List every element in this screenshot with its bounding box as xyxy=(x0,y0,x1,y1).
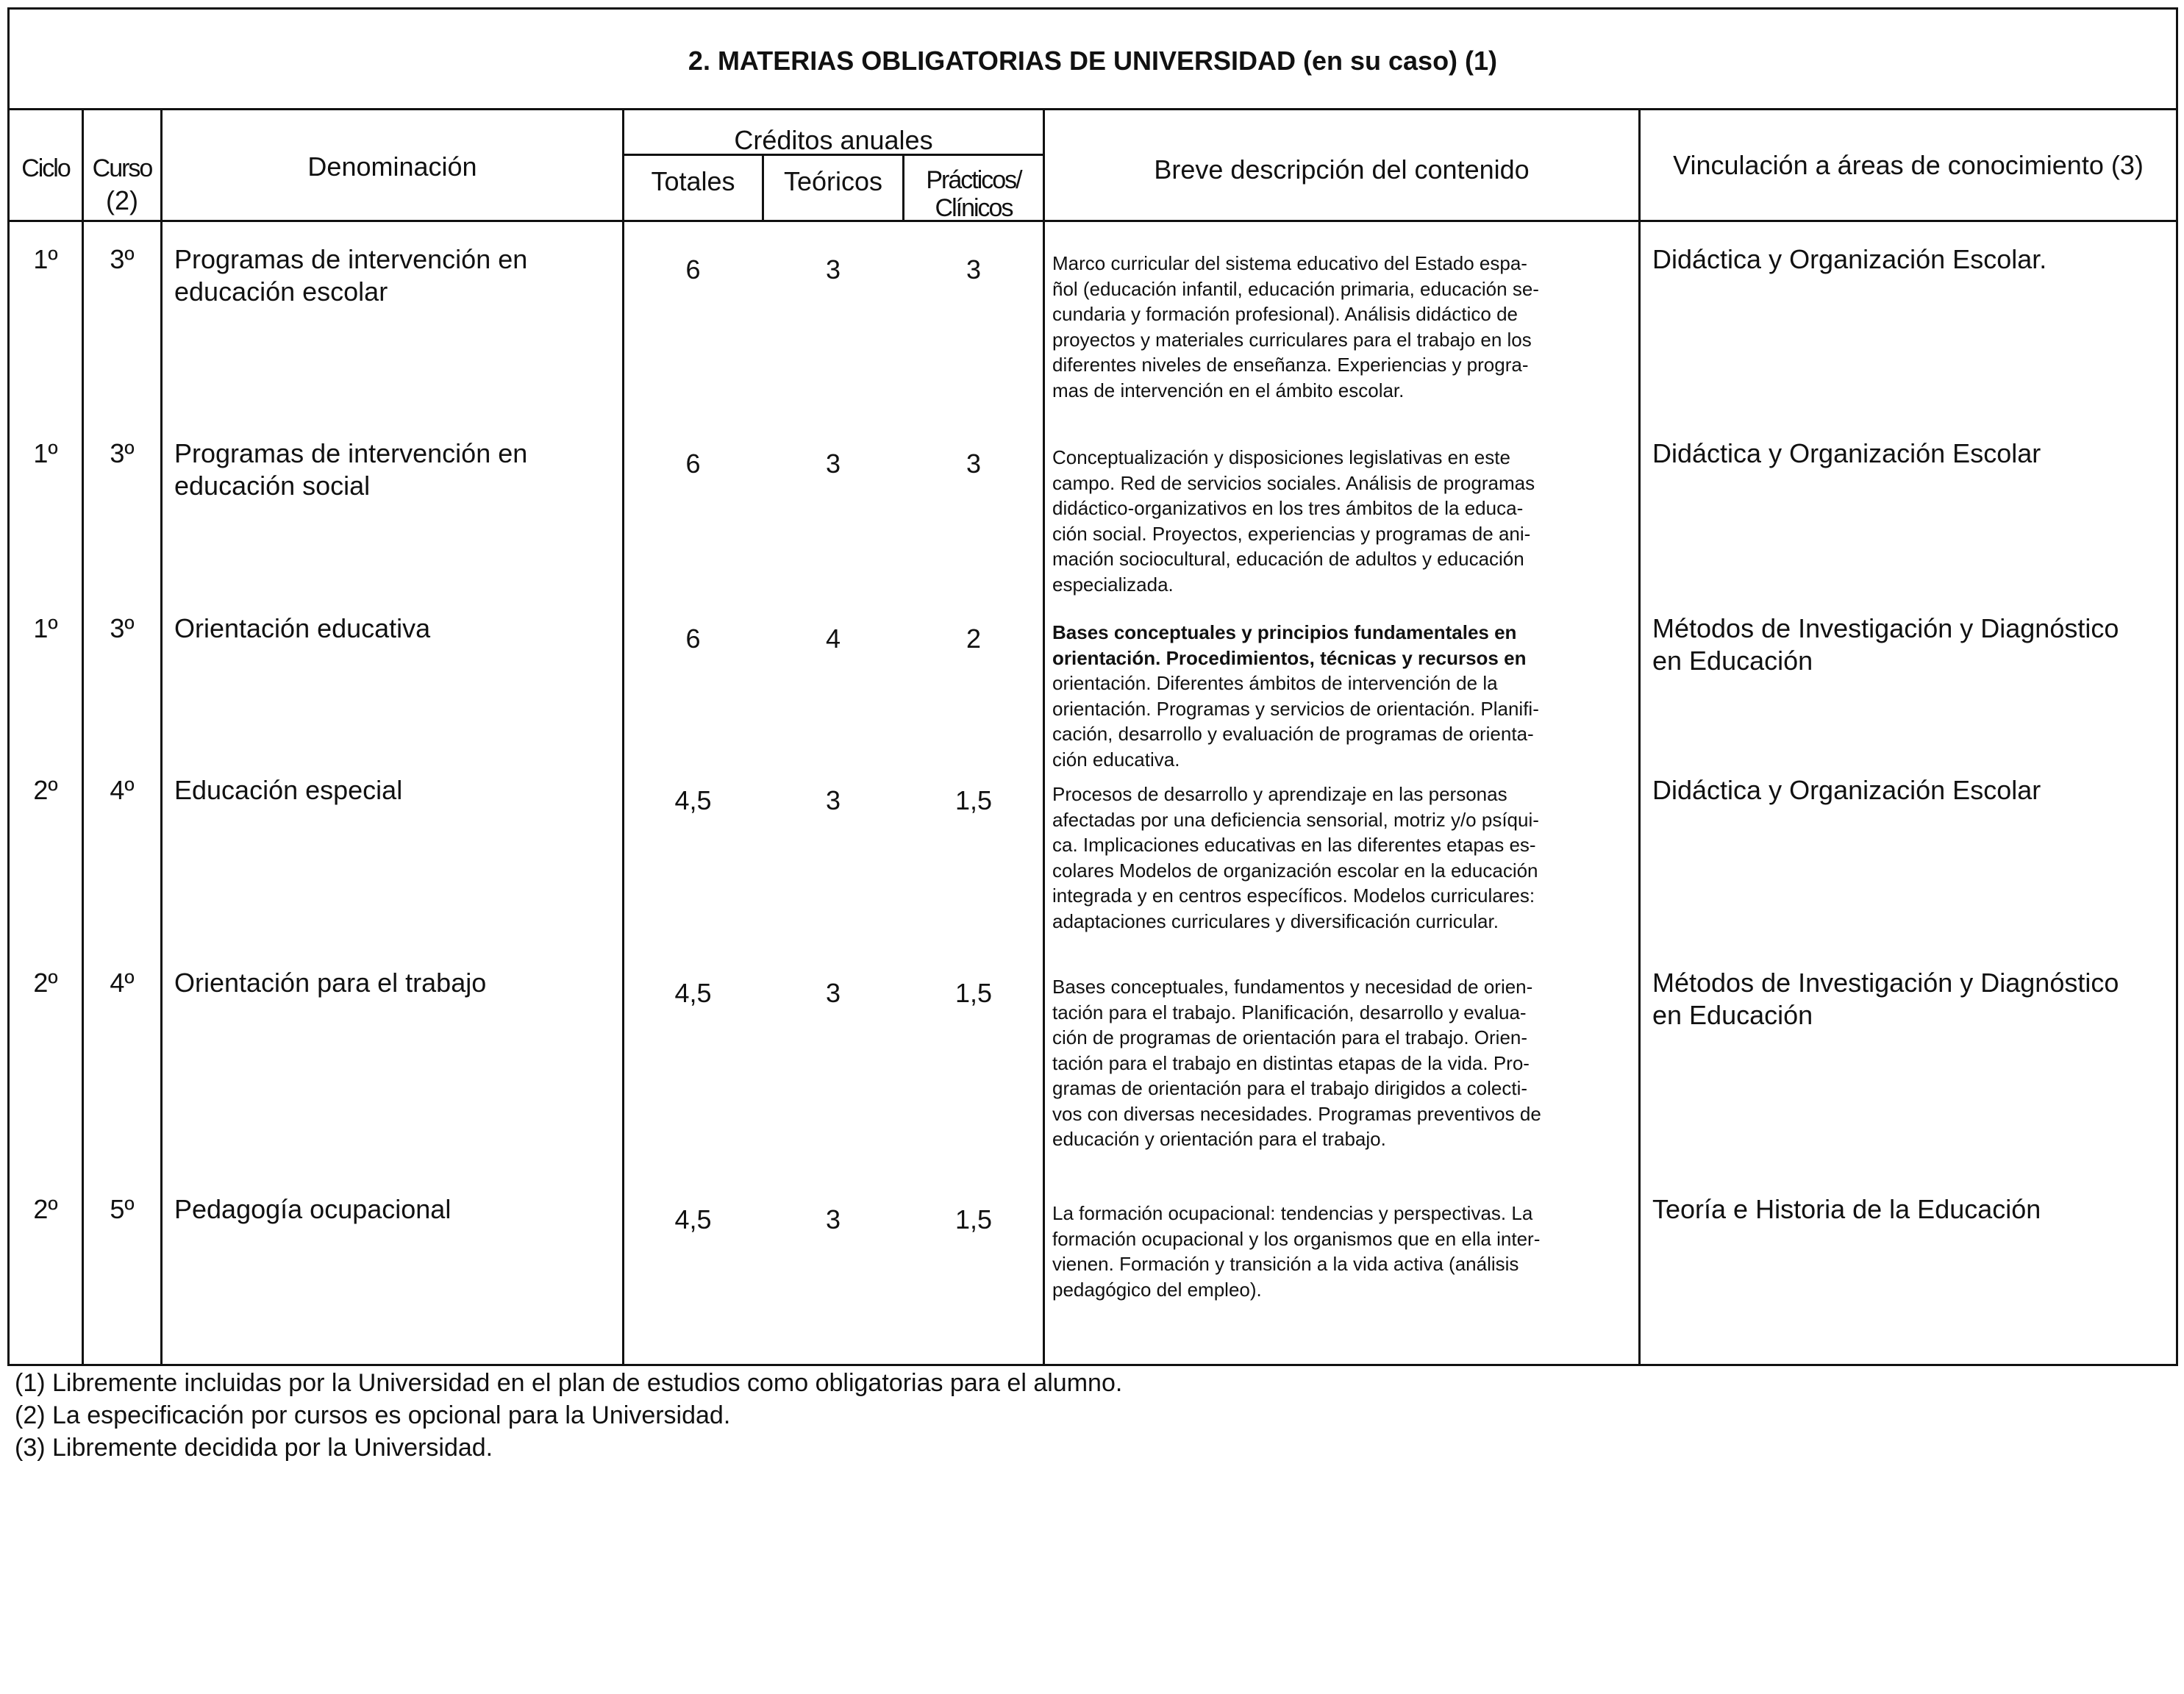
descripcion-line: cación, desarrollo y evaluación de programas de orienta- xyxy=(1052,723,1534,745)
practicos-cell: 3 xyxy=(966,448,982,479)
footnote-1: (1) Libremente incluidas por la Universidad en el plan de estudios como obligatorias para el alumno. xyxy=(15,1369,1123,1397)
header-ciclo: Ciclo xyxy=(21,154,70,182)
totales-cell: 6 xyxy=(685,623,701,654)
teoricos-cell: 3 xyxy=(825,1204,841,1234)
curso-cell: 4º xyxy=(110,775,135,805)
descripcion-line: ca. Implicaciones educativas en las diferentes etapas es- xyxy=(1052,834,1536,856)
ciclo-cell: 1º xyxy=(33,244,58,274)
area-line: Didáctica y Organización Escolar xyxy=(1652,775,2041,805)
header-curso: Curso xyxy=(92,154,152,182)
practicos-cell: 1,5 xyxy=(954,978,993,1008)
descripcion-line: formación ocupacional y los organismos que en ella inter- xyxy=(1052,1227,1541,1250)
totales-cell: 6 xyxy=(685,254,701,285)
descripcion-line: ñol (educación infantil, educación primaria, educación se- xyxy=(1052,277,1539,300)
practicos-cell: 1,5 xyxy=(954,785,993,815)
descripcion-line: vos con diversas necesidades. Programas preventivos de xyxy=(1052,1102,1541,1125)
descripcion-line: ción educativa. xyxy=(1052,748,1180,771)
descripcion-line: mación sociocultural, educación de adultos y educación xyxy=(1052,548,1524,570)
descripcion-line: orientación. Procedimientos, técnicas y recursos en xyxy=(1052,646,1527,669)
descripcion-line: Bases conceptuales, fundamentos y necesidad de orien- xyxy=(1052,976,1533,998)
descripcion-line: campo. Red de servicios sociales. Análisis de programas xyxy=(1052,471,1535,494)
descripcion-line: La formación ocupacional: tendencias y perspectivas. La xyxy=(1052,1202,1533,1224)
header-rule xyxy=(10,220,2176,222)
descripcion-line: educación y orientación para el trabajo. xyxy=(1052,1128,1386,1150)
denominacion-line: educación escolar xyxy=(174,276,388,307)
descripcion-line: tación para el trabajo en distintas etapas de la vida. Pro- xyxy=(1052,1051,1530,1074)
descripcion-line: orientación. Programas y servicios de orientación. Planifi- xyxy=(1052,697,1539,720)
col-rule-curso xyxy=(160,108,163,1366)
descripcion-line: orientación. Diferentes ámbitos de intervención de la xyxy=(1052,672,1498,694)
header-practicos-1: Prácticos/ xyxy=(926,166,1021,194)
header-totales: Totales xyxy=(651,166,735,196)
title-rule xyxy=(10,108,2176,110)
denominacion-line: Pedagogía ocupacional xyxy=(174,1194,452,1224)
area-line: en Educación xyxy=(1652,646,1813,676)
denominacion-line: Programas de intervención en xyxy=(174,244,528,274)
teoricos-cell: 3 xyxy=(825,785,841,815)
descripcion-line: Marco curricular del sistema educativo del Estado espa- xyxy=(1052,252,1527,274)
header-denominacion: Denominación xyxy=(307,151,477,182)
curso-cell: 3º xyxy=(110,244,135,274)
denominacion-line: Orientación educativa xyxy=(174,613,431,643)
denominacion-line: Educación especial xyxy=(174,775,403,805)
descripcion-line: Bases conceptuales y principios fundamentales en xyxy=(1052,621,1517,643)
ciclo-cell: 2º xyxy=(33,775,58,805)
descripcion-line: proyectos y materiales curriculares para el trabajo en los xyxy=(1052,328,1532,351)
area-line: en Educación xyxy=(1652,1000,1813,1030)
header-vinculacion: Vinculación a áreas de conocimiento (3) xyxy=(1673,150,2144,180)
practicos-cell: 1,5 xyxy=(954,1204,993,1234)
subjects-table xyxy=(7,7,2178,1366)
denominacion-line: Orientación para el trabajo xyxy=(174,968,487,998)
header-practicos-2: Clínicos xyxy=(935,194,1013,222)
curso-cell: 5º xyxy=(110,1194,135,1224)
col-rule-descripcion xyxy=(1638,108,1641,1366)
teoricos-cell: 4 xyxy=(825,623,841,654)
descripcion-line: adaptaciones curriculares y diversificación curricular. xyxy=(1052,909,1499,932)
descripcion-line: diferentes niveles de enseñanza. Experiencias y progra- xyxy=(1052,354,1529,376)
header-creditos: Créditos anuales xyxy=(734,125,933,155)
teoricos-cell: 3 xyxy=(825,254,841,285)
descripcion-line: gramas de orientación para el trabajo dirigidos a colecti- xyxy=(1052,1077,1528,1099)
ciclo-cell: 2º xyxy=(33,1194,58,1224)
ciclo-cell: 1º xyxy=(33,613,58,643)
col-rule-creditos xyxy=(1043,108,1045,1366)
descripcion-line: pedagógico del empleo). xyxy=(1052,1278,1262,1301)
curso-cell: 3º xyxy=(110,613,135,643)
denominacion-line: Programas de intervención en xyxy=(174,438,528,468)
col-rule-denominacion xyxy=(622,108,624,1366)
descripcion-line: cundaria y formación profesional). Análisis didáctico de xyxy=(1052,303,1519,325)
area-line: Didáctica y Organización Escolar xyxy=(1652,438,2041,468)
descripcion-line: didáctico-organizativos en los tres ámbitos de la educa- xyxy=(1052,497,1524,519)
descripcion-line: integrada y en centros específicos. Modelos curriculares: xyxy=(1052,884,1535,907)
area-line: Didáctica y Organización Escolar. xyxy=(1652,244,2047,274)
descripcion-line: tación para el trabajo. Planificación, desarrollo y evalua- xyxy=(1052,1001,1527,1023)
descripcion-line: colares Modelos de organización escolar en la educación xyxy=(1052,859,1538,882)
area-line: Métodos de Investigación y Diagnóstico xyxy=(1652,968,2119,998)
area-line: Teoría e Historia de la Educación xyxy=(1652,1194,2041,1224)
totales-cell: 4,5 xyxy=(674,785,712,815)
descripcion-line: ción social. Proyectos, experiencias y programas de ani- xyxy=(1052,522,1531,545)
descripcion-line: vienen. Formación y transición a la vida activa (análisis xyxy=(1052,1253,1519,1275)
ciclo-cell: 2º xyxy=(33,968,58,998)
descripcion-line: especializada. xyxy=(1052,573,1174,596)
teoricos-cell: 3 xyxy=(825,978,841,1008)
descripcion-line: Conceptualización y disposiciones legislativas en este xyxy=(1052,446,1510,468)
descripcion-line: Procesos de desarrollo y aprendizaje en las personas xyxy=(1052,783,1507,805)
footnote-3: (3) Libremente decidida por la Universidad. xyxy=(15,1434,493,1462)
col-rule-ciclo xyxy=(82,108,84,1366)
header-teoricos: Teóricos xyxy=(783,166,883,196)
header-curso-note: (2) xyxy=(106,185,138,215)
curso-cell: 4º xyxy=(110,968,135,998)
descripcion-line: mas de intervención en el ámbito escolar. xyxy=(1052,379,1405,401)
header-descripcion: Breve descripción del contenido xyxy=(1154,154,1530,185)
descripcion-line: ción de programas de orientación para el trabajo. Orien- xyxy=(1052,1026,1528,1048)
practicos-cell: 2 xyxy=(966,623,982,654)
denominacion-line: educación social xyxy=(174,471,371,501)
totales-cell: 4,5 xyxy=(674,1204,712,1234)
totales-cell: 4,5 xyxy=(674,978,712,1008)
curso-cell: 3º xyxy=(110,438,135,468)
practicos-cell: 3 xyxy=(966,254,982,285)
totales-cell: 6 xyxy=(685,448,701,479)
descripcion-line: afectadas por una deficiencia sensorial, motriz y/o psíqui- xyxy=(1052,808,1539,831)
ciclo-cell: 1º xyxy=(33,438,58,468)
footnote-2: (2) La especificación por cursos es opcional para la Universidad. xyxy=(15,1401,731,1429)
table-title: 2. MATERIAS OBLIGATORIAS DE UNIVERSIDAD (en su caso) (1) xyxy=(688,46,1498,76)
area-line: Métodos de Investigación y Diagnóstico xyxy=(1652,613,2119,643)
teoricos-cell: 3 xyxy=(825,448,841,479)
